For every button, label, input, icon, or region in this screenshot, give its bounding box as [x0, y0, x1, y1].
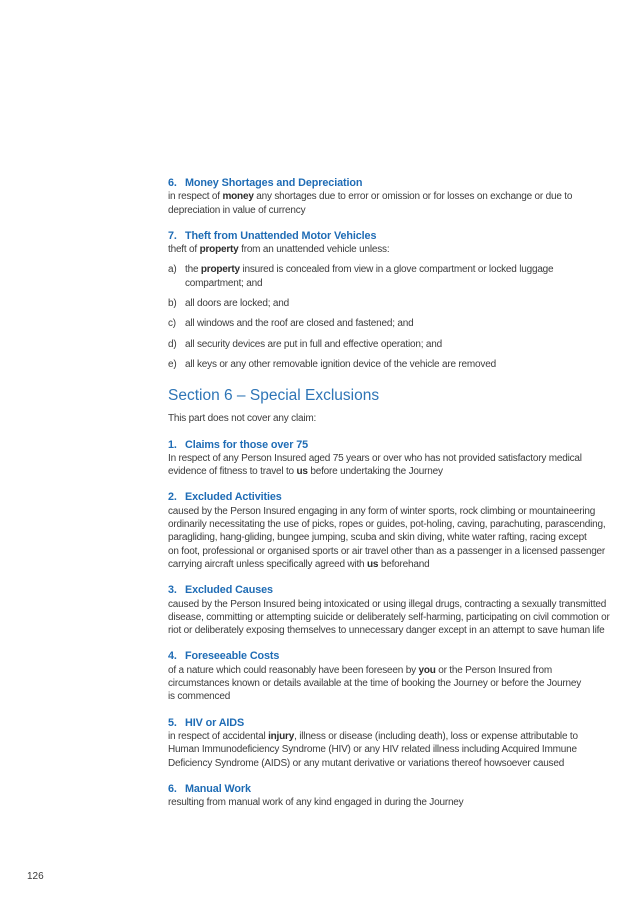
list-item-label: b): [168, 298, 177, 310]
heading-number: 6.: [168, 782, 177, 795]
list-item: [168, 263, 620, 290]
paragraph: caused by the Person Insured being intoxicated or using illegal drugs, contracting a sexually transmitted disease, committing or attempting suicide or deliberately self-harming, participating on civil commotion or riot or deliberately exposing themselves to unnecessary danger except in an attempt to save human life: [168, 598, 610, 637]
exclusion-heading: [168, 230, 620, 243]
paragraph: theft of property from an unattended vehicle unless:: [168, 244, 390, 256]
paragraph: in respect of money any shortages due to error or omission or for losses on exchange or due to depreciation in value of currency: [168, 191, 573, 216]
heading-number: 7.: [168, 229, 177, 242]
paragraph-text: all doors are locked; and: [185, 298, 289, 310]
exclusion-heading: [168, 650, 620, 663]
exclusion-heading: [168, 717, 620, 730]
list-item: [168, 317, 620, 330]
heading-title: Excluded Causes: [185, 584, 273, 597]
exclusion-heading: [168, 584, 620, 597]
paragraph: of a nature which could reasonably have been foreseen by you or the Person Insured from circumstances known or details available at the time of booking the Journey or before the Journey is commenced: [168, 664, 582, 703]
heading-number: 3.: [168, 584, 177, 597]
paragraph: in respect of accidental injury, illness or disease (including death), loss or expense attributable to Human Immunodeficiency Syndrome (HIV) or any HIV related illness including Acquired Immune Deficiency Syndrome (AIDS) or any mutant derivative or variations thereof howsoever caused: [168, 730, 578, 769]
section-title: Section 6 – Special Exclusions: [168, 387, 380, 405]
list-item: [168, 297, 620, 310]
paragraph-text: all security devices are put in full and effective operation; and: [185, 338, 442, 350]
paragraph: caused by the Person Insured engaging in any form of winter sports, rock climbing or mountaineering ordinarily necessitating the use of picks, ropes or guides, pot-holing, caving, parachuting, parascending, paragliding, hang-gliding, bungee jumping, scuba and skin diving, white water rafting, racing except on foot, professional or organised sports or air travel other than as a passenger in a licensed passenger carrying aircraft unless specifically agreed with us beforehand: [168, 505, 606, 570]
paragraph: In respect of any Person Insured aged 75 years or over who has not provided satisfactory medical evidence of fitness to travel to us before undertaking the Journey: [168, 452, 582, 478]
heading-title: Manual Work: [185, 782, 251, 795]
heading-number: 5.: [168, 716, 177, 729]
paragraph: resulting from manual work of any kind engaged in during the Journey: [168, 797, 464, 809]
list-item-label: c): [168, 318, 176, 330]
heading-title: Theft from Unattended Motor Vehicles: [185, 229, 377, 242]
list-item-label: a): [168, 264, 177, 276]
exclusion-heading: [168, 491, 620, 504]
exclusion-heading: [168, 439, 620, 452]
document-content: [168, 177, 620, 809]
heading-title: Foreseeable Costs: [185, 650, 280, 663]
paragraph-text: all windows and the roof are closed and fastened; and: [185, 318, 414, 330]
heading-number: 2.: [168, 491, 177, 504]
heading-number: 4.: [168, 650, 177, 663]
list-item: [168, 338, 620, 351]
heading-title: Money Shortages and Depreciation: [185, 177, 363, 189]
exclusion-heading: [168, 177, 620, 190]
exclusion-heading: [168, 783, 620, 796]
list-item-label: e): [168, 358, 177, 370]
heading-title: Excluded Activities: [185, 491, 282, 504]
paragraph-text: the property insured is concealed from view in a glove compartment or locked luggage compartment; and: [185, 264, 554, 289]
paragraph-text: all keys or any other removable ignition device of the vehicle are removed: [185, 358, 496, 370]
list-item-label: d): [168, 338, 177, 350]
paragraph: This part does not cover any claim:: [168, 413, 317, 425]
heading-title: HIV or AIDS: [185, 716, 245, 729]
heading-title: Claims for those over 75: [185, 438, 309, 451]
list-item: [168, 358, 620, 371]
page-number: 126: [27, 871, 44, 882]
heading-number: 6.: [168, 177, 177, 189]
heading-number: 1.: [168, 438, 177, 451]
